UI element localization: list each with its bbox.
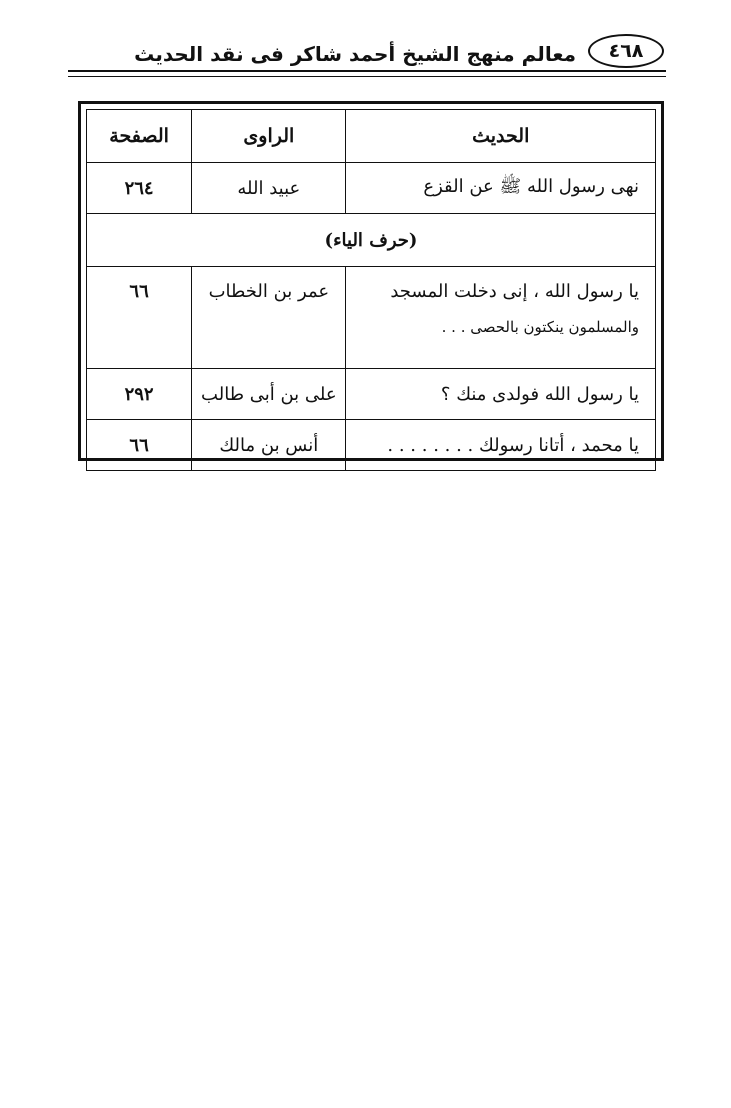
page-cell: ٢٦٤ — [87, 163, 192, 214]
column-header-hadith: الحديث — [346, 110, 656, 163]
section-heading: (حرف الياء) — [87, 214, 656, 267]
section-row — [87, 214, 656, 267]
running-title: معالم منهج الشيخ أحمد شاكر فى نقد الحديث — [134, 42, 576, 66]
page-cell: ٦٦ — [87, 267, 192, 369]
page-cell: ٢٩٢ — [87, 369, 192, 420]
hadith-cell: يا محمد ، أتانا رسولك . . . . . . . . — [346, 420, 656, 471]
hadith-index-table-frame — [78, 101, 664, 461]
table-row — [87, 369, 656, 420]
page-number-badge — [588, 34, 664, 68]
table-header-row — [87, 110, 656, 163]
page-header — [68, 28, 666, 76]
table-row — [87, 267, 656, 369]
table-row — [87, 163, 656, 214]
hadith-cell — [346, 267, 656, 369]
rawi-cell: على بن أبى طالب — [192, 369, 346, 420]
header-rule — [68, 70, 666, 77]
page-number: ٤٦٨ — [608, 40, 644, 62]
hadith-cell: نهى رسول الله ﷺ عن القزع — [346, 163, 656, 214]
rawi-cell: عبيد الله — [192, 163, 346, 214]
rawi-cell: عمر بن الخطاب — [192, 267, 346, 369]
column-header-rawi: الراوى — [192, 110, 346, 163]
hadith-line-1: يا رسول الله ، إنى دخلت المسجد — [390, 281, 639, 302]
hadith-line-2: والمسلمون ينكتون بالحصى . . . — [441, 318, 639, 336]
table-row — [87, 420, 656, 471]
hadith-cell: يا رسول الله فولدى منك ؟ — [346, 369, 656, 420]
column-header-page: الصفحة — [87, 110, 192, 163]
hadith-index-table — [86, 109, 656, 471]
page-cell: ٦٦ — [87, 420, 192, 471]
rawi-cell: أنس بن مالك — [192, 420, 346, 471]
